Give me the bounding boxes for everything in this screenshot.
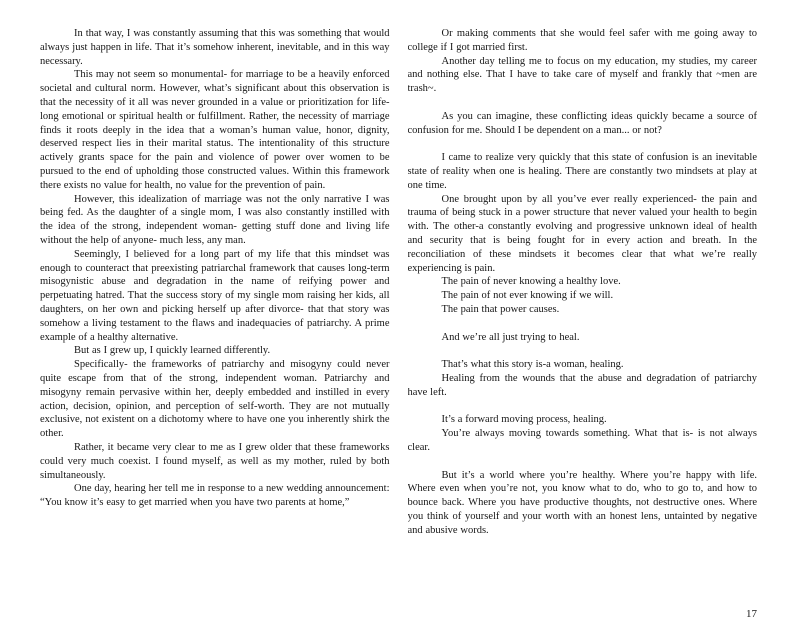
paragraph: Or making comments that she would feel safer with me going away to college if I got married first.	[407, 28, 757, 53]
paragraph: Seemingly, I believed for a long part of my life that this mindset was enough to counteract that preexisting patriarchal framework that causes long-term misogynistic abuse and degradation in the name of reifying power and perpetuating hatred. That the success story of my single mom raising her kids, all daughters, on her own and picking herself up after divorce- that that story was somehow a living testament to the flaws and inadequacies of patriarchy. A prime example of a healthy alternative.	[40, 248, 390, 343]
paragraph: That’s what this story is-a woman, healing.	[441, 359, 624, 371]
paragraph: This may not seem so monumental- for marriage to be a heavily enforced societal and cultural norm. However, what’s significant about this observation is that the necessity of it all was never grounded in a value or prioritization for life-long emotional or spiritual health or fulfillment. Rather, the necessity of marriage finds it roots deeply in the idea that a woman’s human value, honor, dignity, deserved respect lies in their marital status. The intentionality of this structure actively grants space for the pain and violence of power over women to be pursued to the end of upholding those constructed values. Within this framework there exists no value for health, no value for the prevention of pain.	[40, 69, 390, 191]
paragraph: The pain of not ever knowing if we will.	[441, 290, 614, 302]
paragraph: The pain that power causes.	[441, 303, 560, 315]
paragraph: Specifically- the frameworks of patriarchy and misogyny could never quite escape from that of the strong, independent woman. Patriarchy and misogyny remain pervasive within her, deeply embedded and instilled in every action, decision, opinion, and perception of self-worth. They are not mutually exclusive, not existent on a dichotomy where to have one you inherently shirk the other.	[40, 359, 390, 440]
paragraph: However, this idealization of marriage was not the only narrative I was being fed. As the daughter of a single mom, I was also constantly instilled with the idea of the strong, independent woman- getting stuff done and living life without the help of anyone- much less, any man.	[40, 193, 390, 246]
paragraph: One day, hearing her tell me in response to a new wedding announcement: “You know it’s easy to get married when you have two parents at home,”	[40, 483, 390, 509]
paragraph: Healing from the wounds that the abuse and degradation of patriarchy have left.	[407, 372, 757, 398]
paragraph: But as I grew up, I quickly learned differently.	[74, 345, 271, 357]
paragraph: One brought upon by all you’ve ever really experienced- the pain and trauma of being stuck in a power structure that never valued your health to begin with. The other-a constantly evolving and progressive unknown ideal of health and security that is being fought for in every action and breath. In the reconciliation of these mindsets it becomes clear that what we’re really experiencing is pain.	[407, 193, 757, 274]
paragraph: It’s a forward moving process, healing.	[441, 414, 607, 426]
paragraph: Rather, it became very clear to me as I grew older that these frameworks could very much coexist. I found myself, as well as my mother, ruled by both simultaneously.	[40, 441, 390, 481]
paragraph: But it’s a world where you’re healthy. Where you’re happy with life. Where even when you’re not, you know what to do, who to go to, and how to bounce back. Where you have productive thoughts, not destructive ones. Where you think of yourself and your worth with an honest lens, untainted by negative and abusive words.	[407, 469, 757, 536]
paragraph: The pain of never knowing a healthy love.	[441, 276, 621, 288]
paragraph: As you can imagine, these conflicting ideas quickly became a source of confusion for me. Should I be dependent on a man... or not?	[407, 110, 757, 136]
left-text-column	[40, 27, 390, 572]
paragraph: In that way, I was constantly assuming that this was something that would always just happen in life. That it’s somehow inherent, inevitable, and in this way necessary.	[40, 28, 390, 67]
page-number: 17	[746, 608, 757, 620]
paragraph: I came to realize very quickly that this state of confusion is an inevitable state of reality when one is healing. There are constantly two mindsets at play at one time.	[407, 152, 757, 191]
paragraph: You’re always moving towards something. What that is- is not always clear.	[407, 428, 757, 453]
paragraph: Another day telling me to focus on my education, my studies, my career and nothing else. That I have to take care of myself and frankly that ~men are trash~.	[407, 55, 757, 95]
page-left	[40, 27, 390, 596]
paragraph: And we’re all just trying to heal.	[441, 331, 580, 343]
right-text-column	[408, 27, 758, 572]
page-right	[407, 27, 758, 620]
